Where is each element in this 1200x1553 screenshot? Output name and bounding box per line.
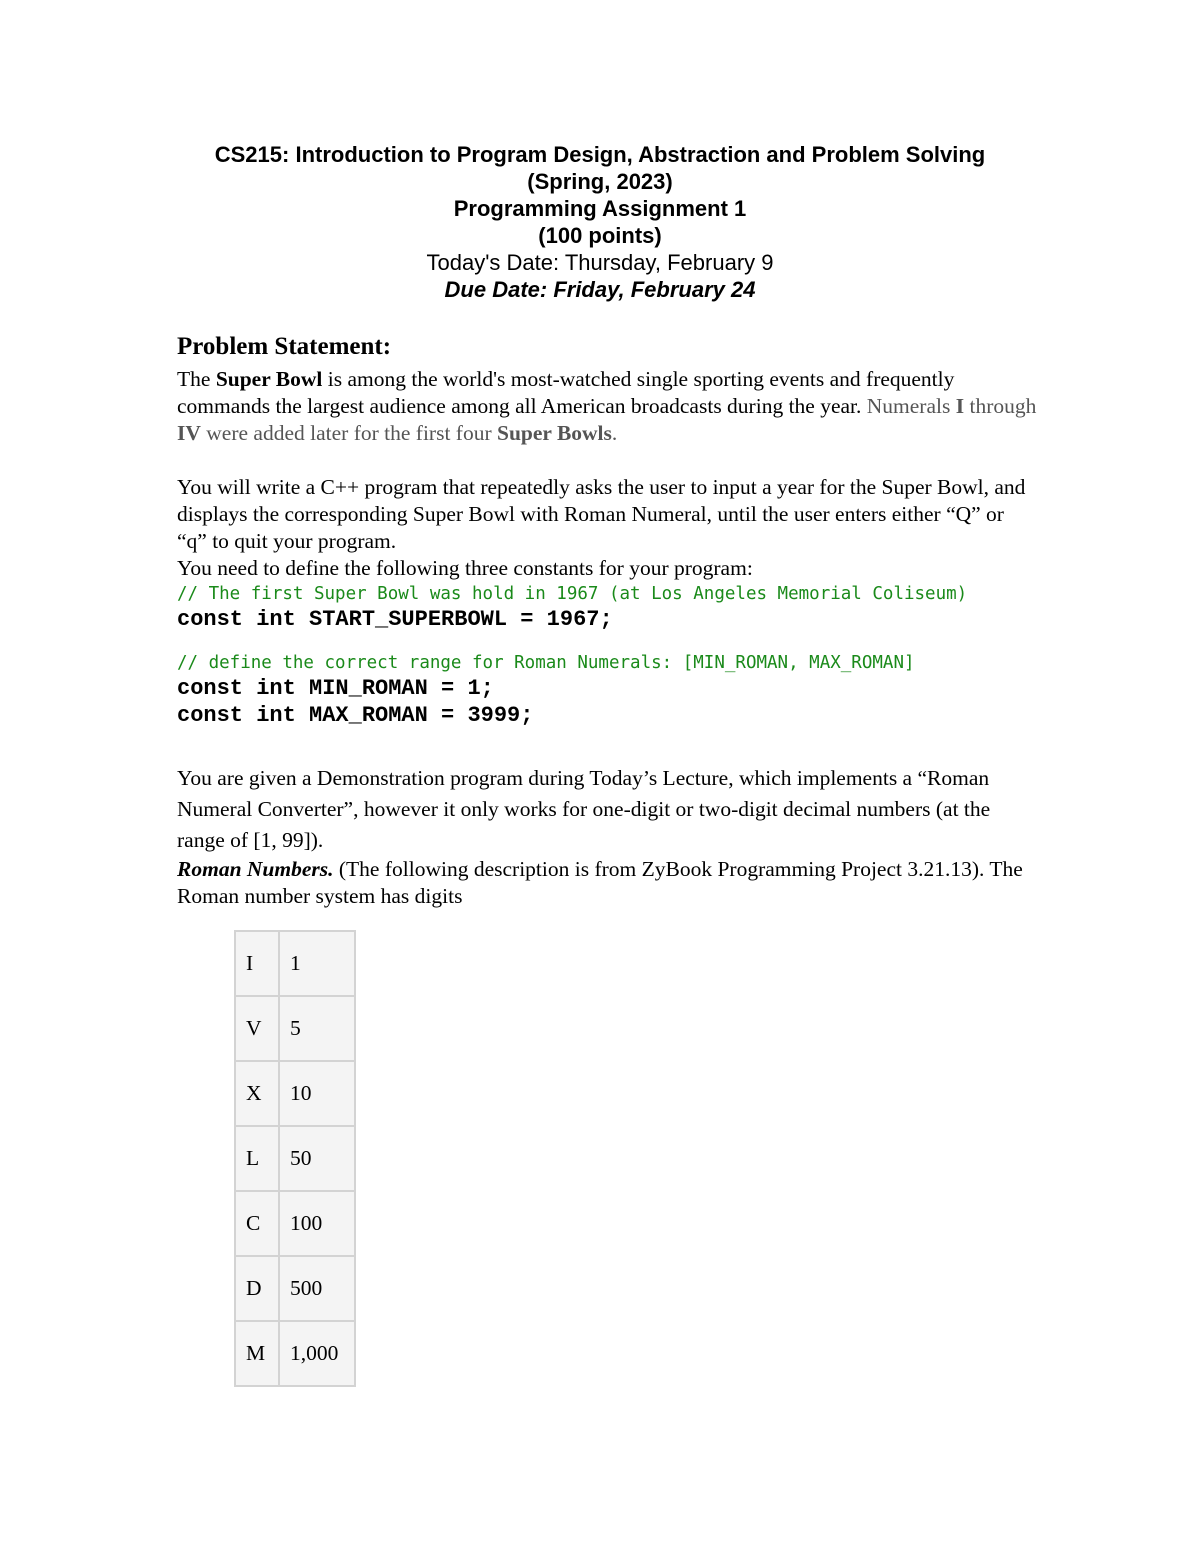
roman-numbers-label: Roman Numbers. [177,857,334,881]
roman-symbol: V [235,996,279,1061]
roman-symbol: D [235,1256,279,1321]
term-super-bowl: Super Bowl [215,367,323,391]
course-title: CS215: Introduction to Program Design, Abstraction and Problem Solving [214,142,986,167]
document-body [177,332,1037,910]
code-min-roman: const int MIN_ROMAN = 1; [177,676,494,701]
code-comment-range: // define the correct range for Roman Numerals: [MIN_ROMAN, MAX_ROMAN] [177,653,915,673]
paragraph-roman-numbers: Roman Numbers. (The following description is from ZyBook Programming Project 3.21.13). The Roman number system has digits [177,857,1023,908]
table-row [235,1191,355,1256]
code-comment-start: // The first Super Bowl was hold in 1967 (at Los Angeles Memorial Coliseum) [177,584,968,604]
decimal-value: 1 [279,931,355,996]
document-header [0,141,1200,303]
table-row [235,1061,355,1126]
roman-digit-table [234,930,356,1387]
paragraph-program-task: You will write a C++ program that repeatedly asks the user to input a year for the Super Bowl, and displays the corresponding Super Bowl with Roman Numeral, until the user enters either “Q” or “q” to quit your program. [177,475,1026,553]
due-date: Due Date: Friday, February 24 [444,277,756,302]
roman-symbol: C [235,1191,279,1256]
roman-symbol: M [235,1321,279,1386]
points: (100 points) [538,223,662,248]
decimal-value: 10 [279,1061,355,1126]
paragraph-constants-intro: You need to define the following three constants for your program: [177,556,753,580]
table-row [235,1126,355,1191]
paragraph-super-bowl: The Super Bowl is among the world's most-watched single sporting events and frequently commands the largest audience among all American broadcasts during the year. Numerals I through IV were added later for the first four Super Bowls. [177,367,1037,445]
roman-symbol: L [235,1126,279,1191]
decimal-value: 50 [279,1126,355,1191]
paragraph-demo-program: You are given a Demonstration program during Today’s Lecture, which implements a “Roman Numeral Converter”, however it only works for one-digit or two-digit decimal numbers (at the range of [1, 99]). [177,766,991,852]
term: (Spring, 2023) [527,169,673,194]
code-max-roman: const int MAX_ROMAN = 3999; [177,703,534,728]
todays-date: Today's Date: Thursday, February 9 [426,250,774,275]
table-row [235,996,355,1061]
assignment-title: Programming Assignment 1 [453,196,747,221]
problem-heading: Problem Statement: [177,333,392,360]
decimal-value: 500 [279,1256,355,1321]
table-row [235,1256,355,1321]
decimal-value: 100 [279,1191,355,1256]
code-start-superbowl: const int START_SUPERBOWL = 1967; [177,607,613,632]
table-row [235,1321,355,1386]
decimal-value: 5 [279,996,355,1061]
table-row [235,931,355,996]
decimal-value: 1,000 [279,1321,355,1386]
roman-symbol: X [235,1061,279,1126]
roman-symbol: I [235,931,279,996]
